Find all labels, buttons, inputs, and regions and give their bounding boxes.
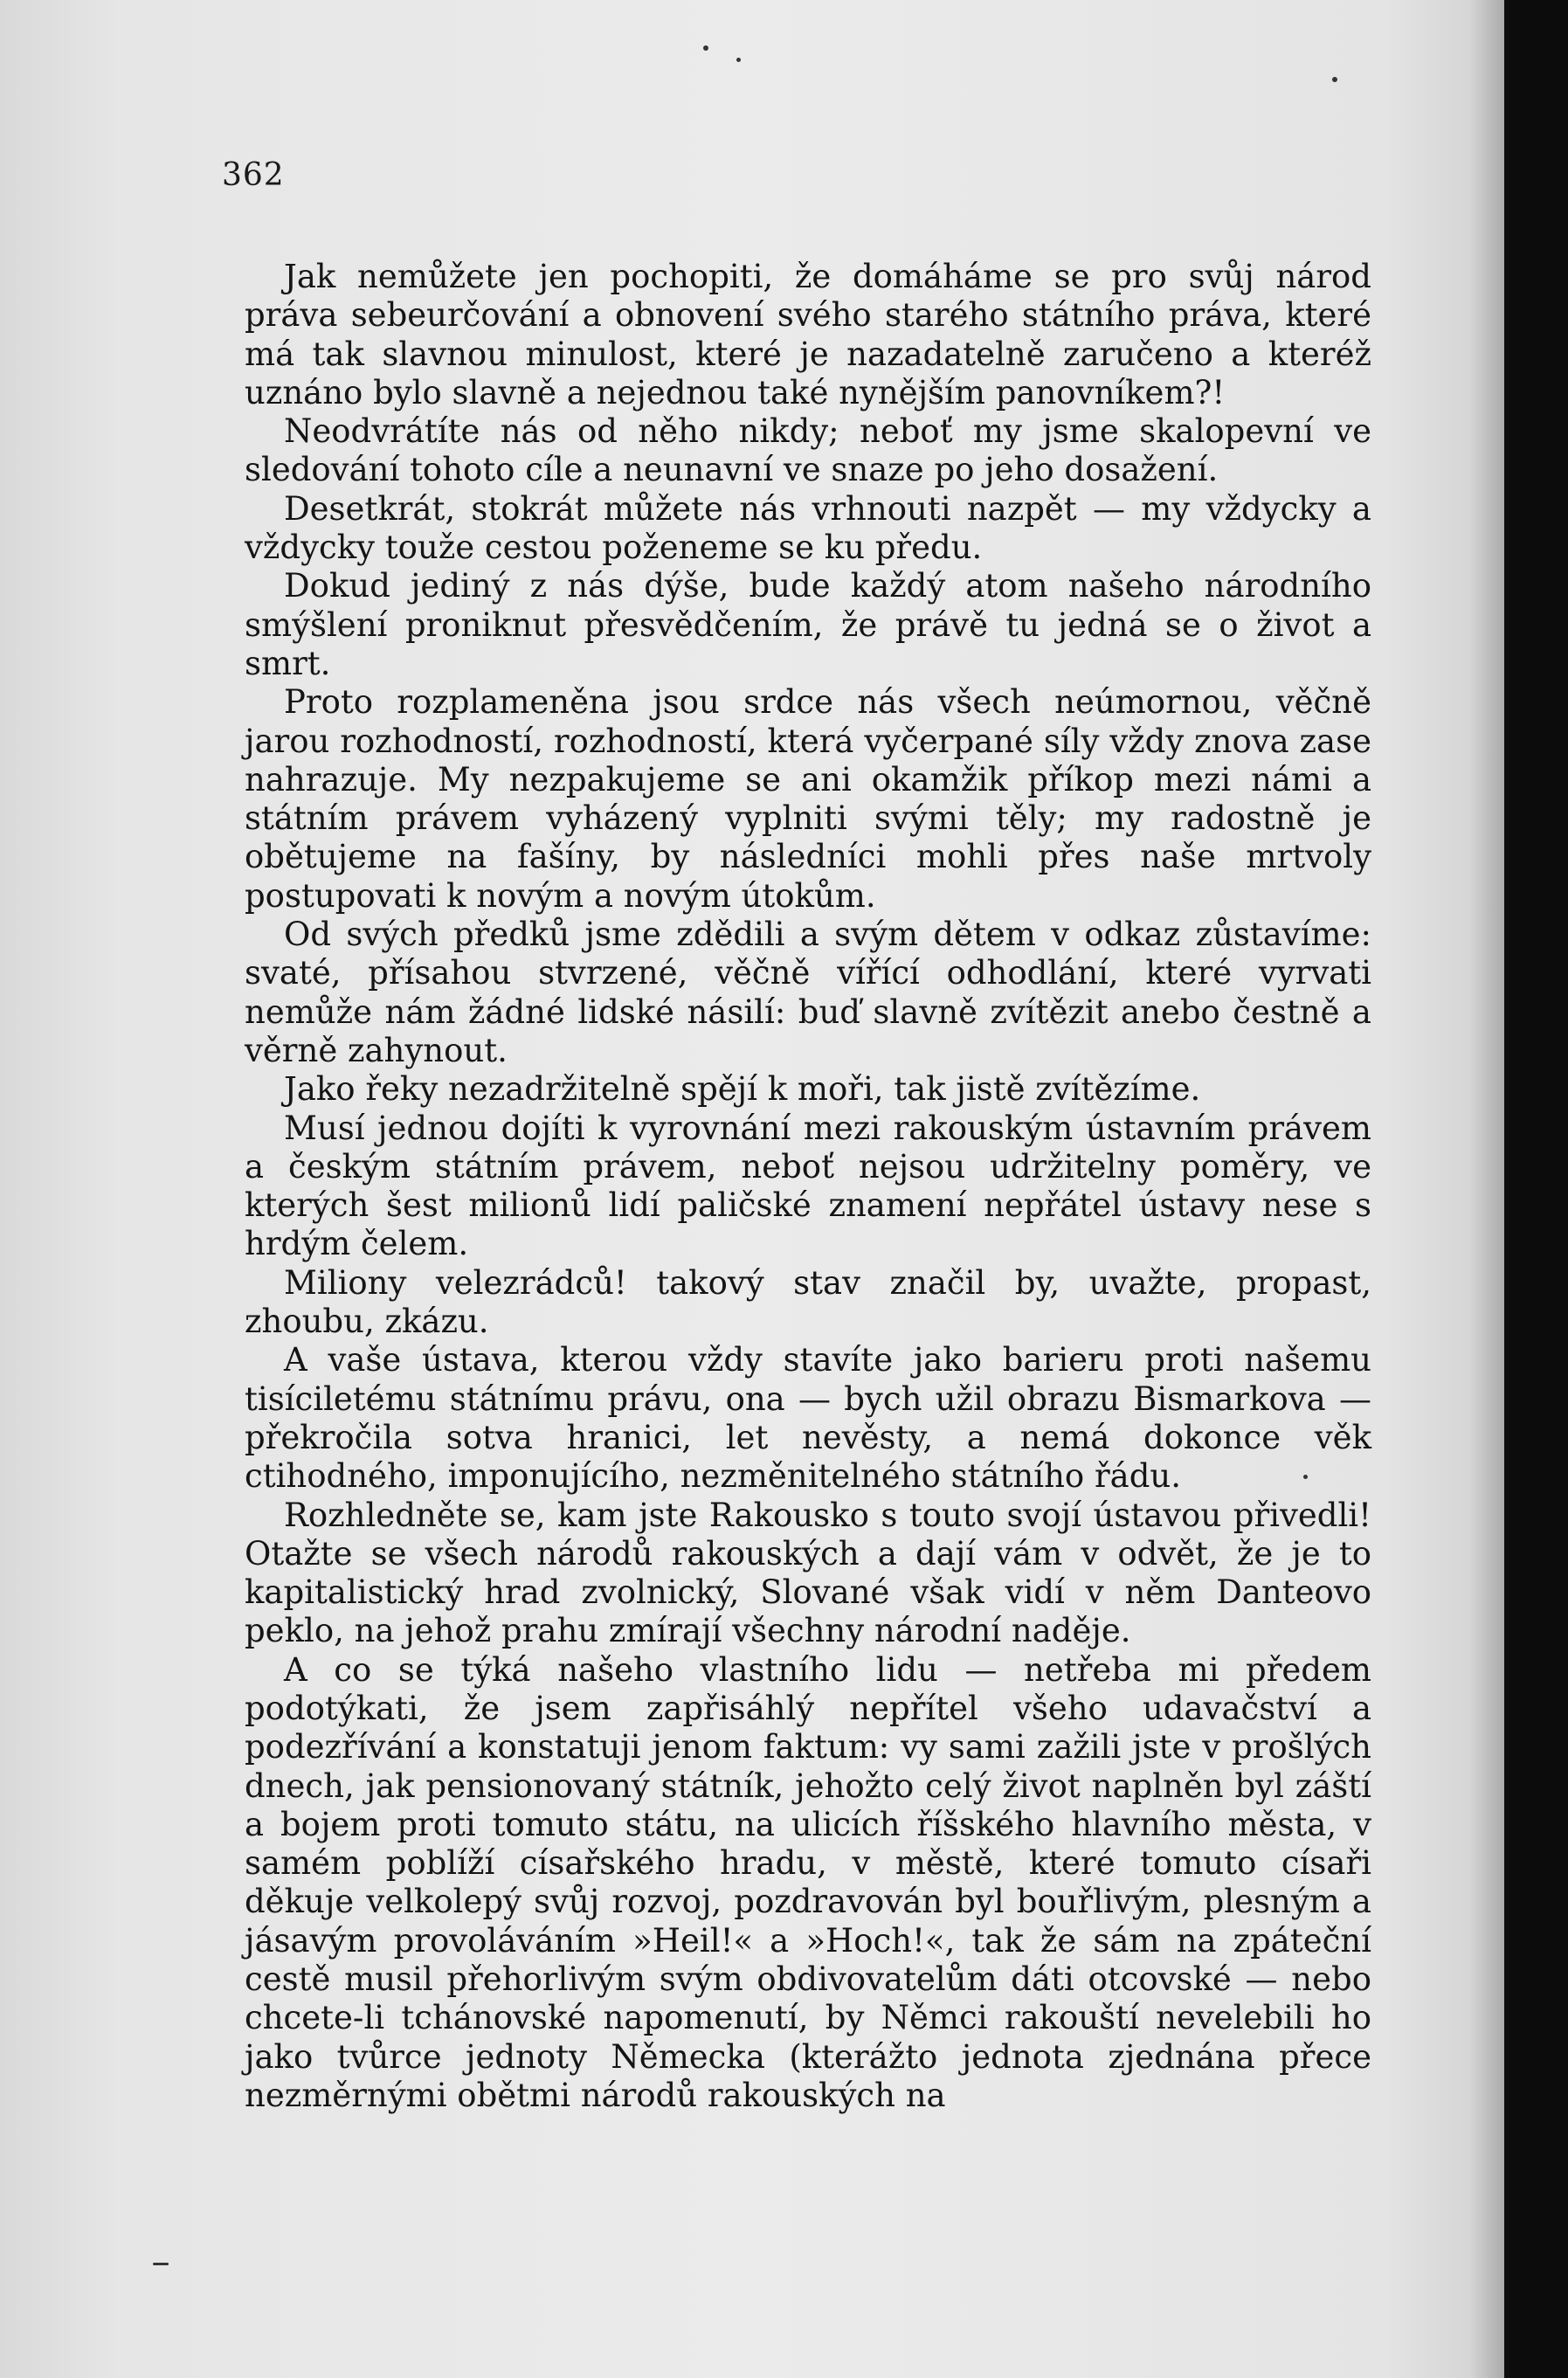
paragraph: Rozhledněte se, kam jste Rakousko s touto svojí ústavou přivedli! Otažte se všech národů rakouských a dají vám v odvět, že je to kapitalistický hrad zvolnický, Slované však vidí v něm Danteovo peklo, na jehož prahu zmírají všechny národní naděje.	[245, 1496, 1371, 1650]
paragraph: Dokud jediný z nás dýše, bude každý atom našeho národního smýšlení proniknut přesvědčením, že právě tu jedná se o život a smrt.	[245, 567, 1371, 682]
paragraph: Jak nemůžete jen pochopiti, že domáháme se pro svůj národ práva sebeurčování a obnovení svého starého státního práva, které má tak slavnou minulost, které je nazadatelně zaručeno a kteréž uznáno bylo slavně a nejednou také nynějším panovníkem?!	[245, 258, 1371, 411]
scan-speck	[1332, 77, 1337, 82]
paragraph: Proto rozplameněna jsou srdce nás všech neúmornou, věčně jarou rozhodností, rozhodností, která vyčerpané síly vždy znova zase nahrazuje. My nezpakujeme se ani okamžik příkop mezi námi a státním právem vyházený vyplniti svými těly; my radostně je obětujeme na fašíny, by následníci mohli přes naše mrtvoly postupovati k novým a novým útokům.	[245, 683, 1371, 915]
body-text	[245, 258, 1371, 2115]
paragraph: Musí jednou dojíti k vyrovnání mezi rakouským ústavním právem a českým státním právem, neboť nejsou udržitelny poměry, ve kterých šest milionů lidí paličské znamení nepřátel ústavy nese s hrdým čelem.	[245, 1109, 1371, 1263]
scan-speck	[153, 2263, 169, 2265]
paragraph: Jako řeky nezadržitelně spějí k moři, tak jistě zvítězíme.	[284, 1070, 1201, 1109]
paragraph: Desetkrát, stokrát můžete nás vrhnouti nazpět — my vždycky a vždycky touže cestou poženeme se ku předu.	[245, 489, 1371, 567]
scan-speck	[703, 45, 708, 51]
paragraph: A vaše ústava, kterou vždy stavíte jako barieru proti našemu tisíciletému státnímu právu, ona — bych užil obrazu Bismarkova — překročila sotva hranici, let nevěsty, a nemá dokonce věk ctihodného, imponujícího, nezměnitelného státního řádu.	[245, 1341, 1371, 1496]
paragraph: Miliony velezrádců! takový stav značil by, uvažte, propast, zhoubu, zkázu.	[245, 1263, 1371, 1341]
paragraph: Od svých předků jsme zdědili a svým dětem v odkaz zůstavíme: svaté, přísahou stvrzené, věčně vířící odhodlání, které vyrvati nemůže nám žádné lidské násilí: buď slavně zvítězit anebo čestně a věrně zahynout.	[245, 916, 1371, 1069]
page-edge-shadow	[1469, 0, 1504, 2378]
page-number: 362	[222, 157, 285, 193]
paragraph: Neodvrátíte nás od něho nikdy; neboť my jsme skalopevní ve sledování tohoto cíle a neunavní ve snaze po jeho dosažení.	[245, 412, 1371, 489]
scan-speck	[736, 58, 741, 62]
paragraph: A co se týká našeho vlastního lidu — netřeba mi předem podotýkati, že jsem zapřisáhlý nepřítel všeho udavačství a podezřívání a konstatuji jenom faktum: vy sami zažili jste v prošlých dnech, jak pensionovaný státník, jehožto celý život naplněn byl záští a bojem proti tomuto státu, na ulicích říšského hlavního města, v samém poblíží císařského hradu, v městě, které tomuto císaři děkuje velkolepý svůj rozvoj, pozdravován byl bouřlivým, plesným a jásavým provoláváním »Heil!« a »Hoch!«, tak že sám na zpáteční cestě musil přehorlivým svým obdivovatelům dáti otcovské — nebo chcete-li tchánovské napomenutí, by Němci rakouští nevelebili ho jako tvůrce jednoty Německa (kterážto jednota zjednána přece nezměrnými obětmi národů rakouských na	[245, 1650, 1371, 2114]
